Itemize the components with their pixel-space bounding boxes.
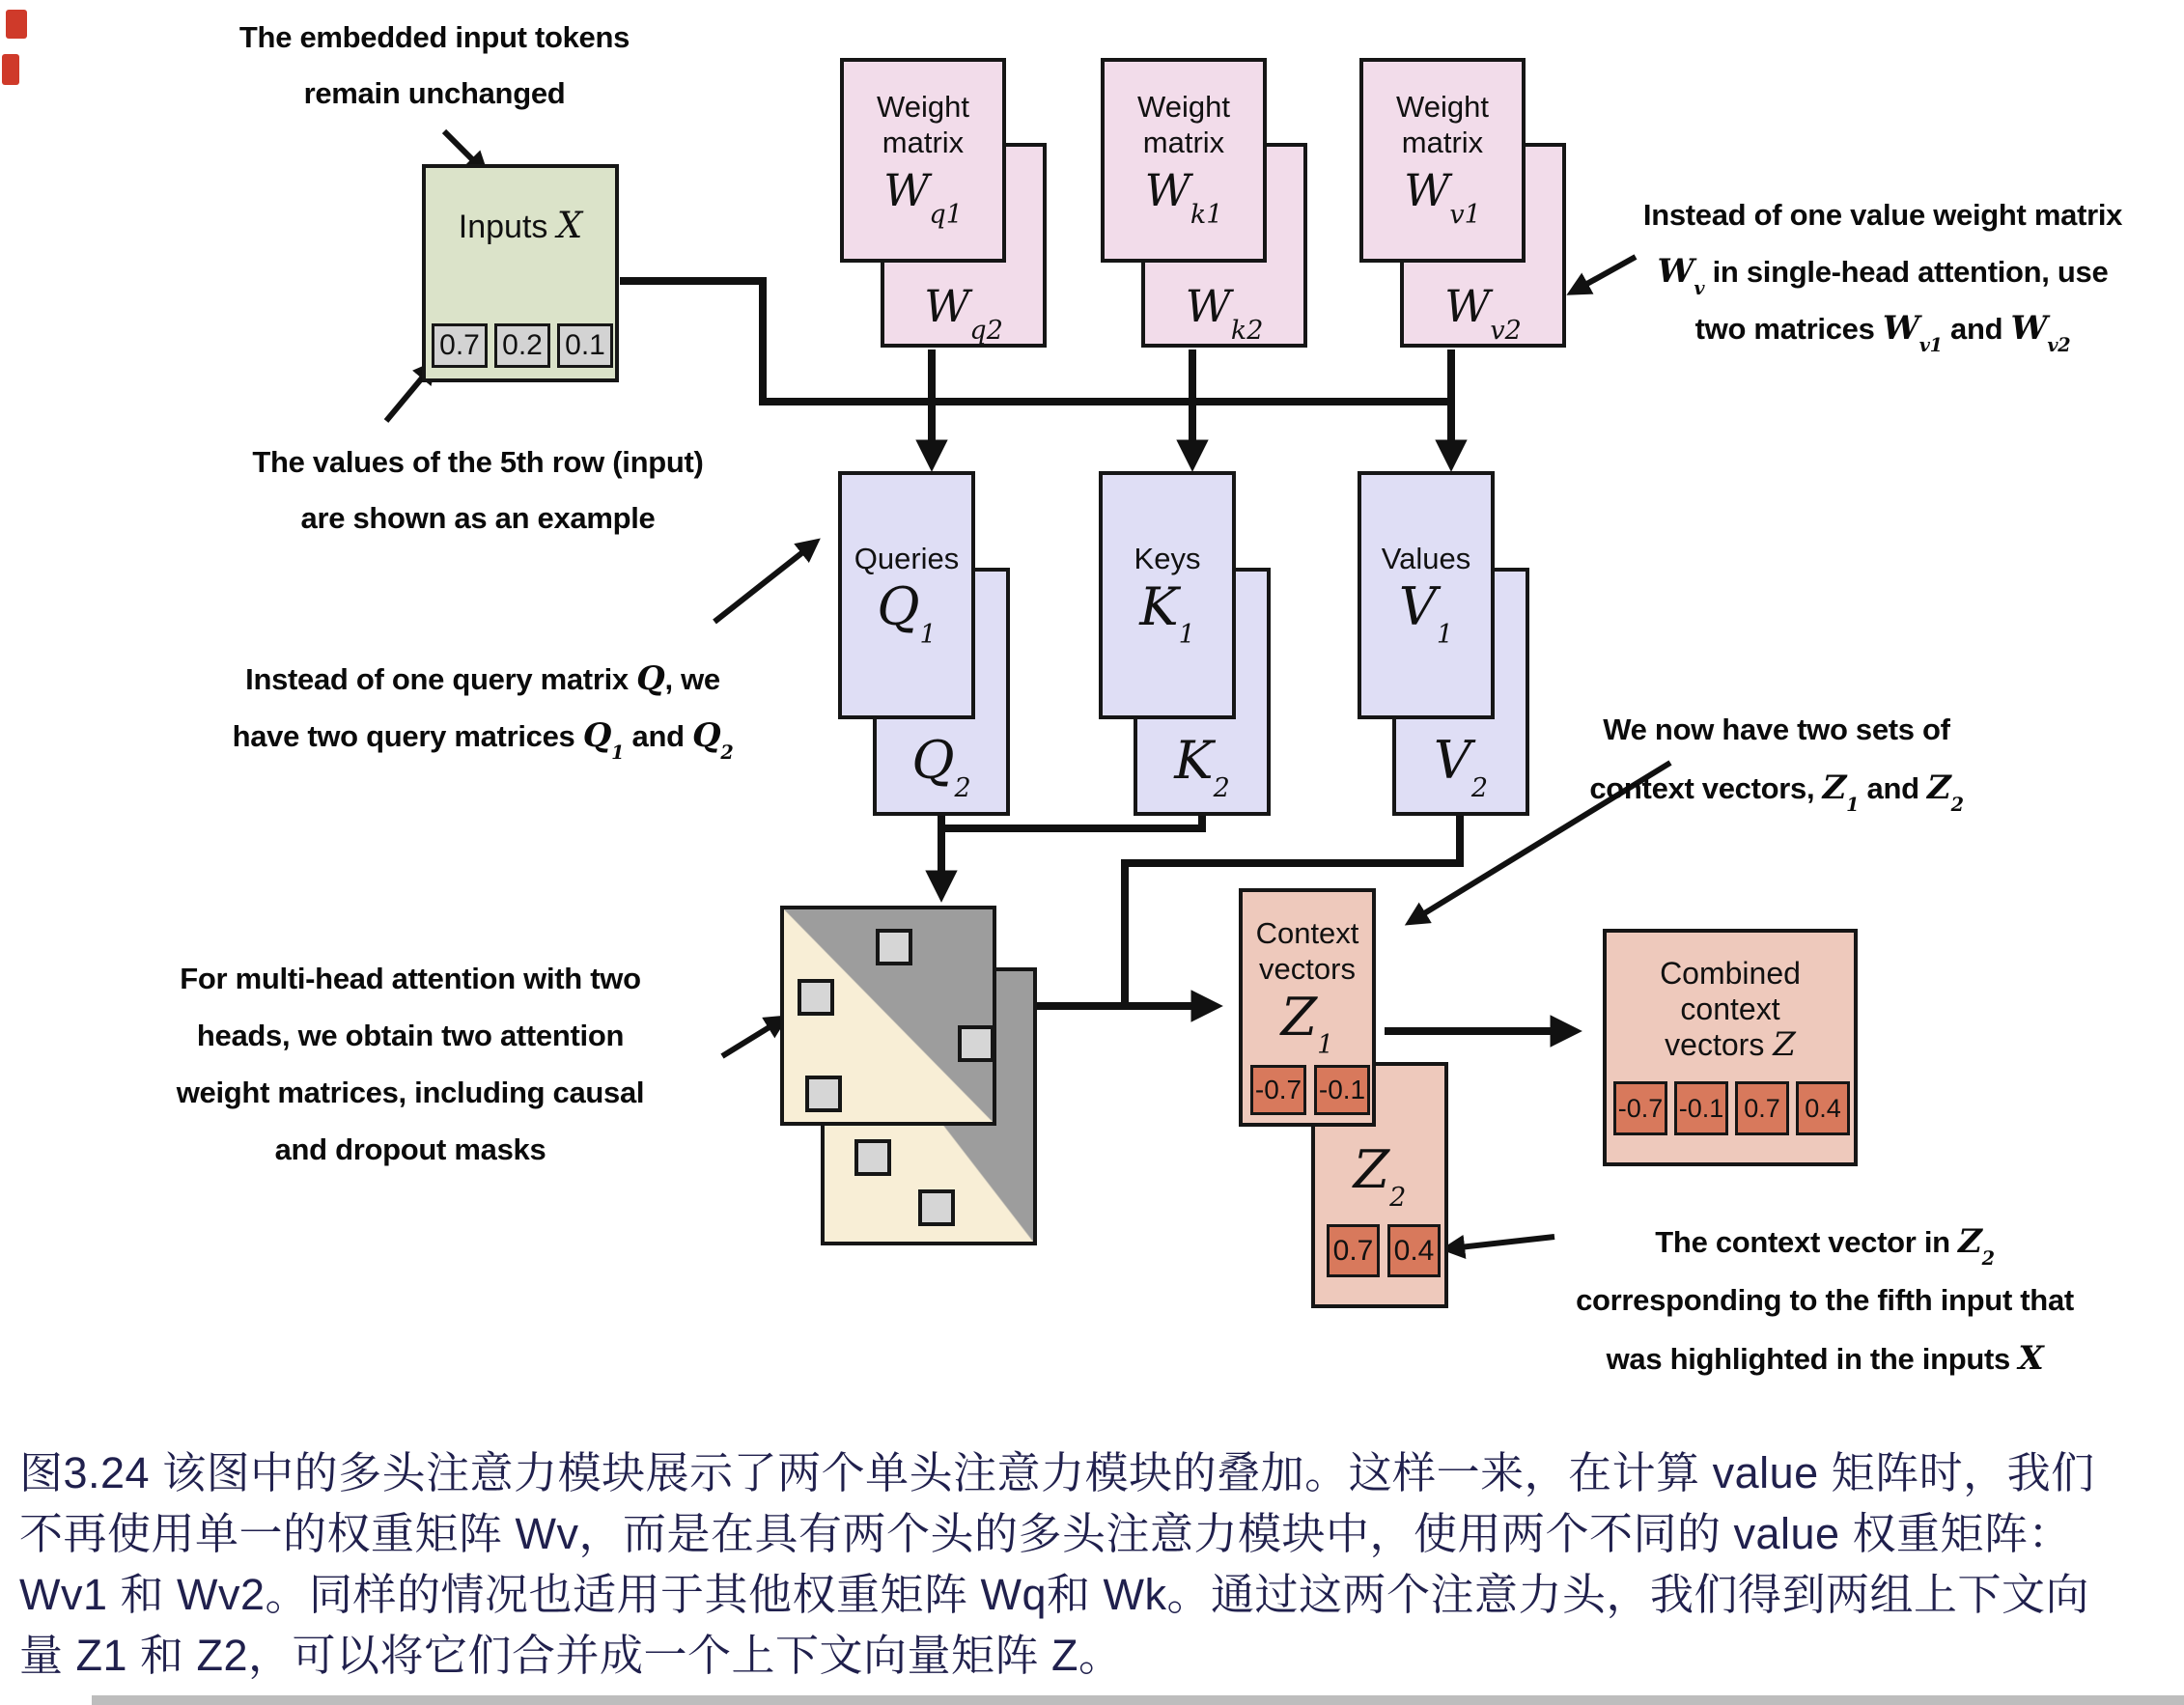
math-subscript: 2 bbox=[1389, 1183, 1407, 1214]
annotation-text: , we bbox=[664, 662, 720, 696]
math-symbol: W bbox=[1444, 280, 1491, 332]
z1-value-cell: -0.7 bbox=[1250, 1065, 1306, 1115]
caption-line: 不再使用单一的权重矩阵 Wv，而是在具有两个头的多头注意力模块中，使用两个不同的 value 权重矩阵： bbox=[19, 1509, 2073, 1558]
math-symbol: X bbox=[556, 205, 583, 246]
math-symbol: Z bbox=[1822, 769, 1847, 807]
annotation-text: The context vector in bbox=[1655, 1225, 1959, 1259]
math-subscript: v2 bbox=[2047, 333, 2071, 356]
dropout-cell bbox=[798, 979, 834, 1016]
annotation-embedded-tokens bbox=[164, 10, 705, 122]
annotation-text: Instead of one query matrix bbox=[245, 662, 637, 696]
annotation-line: heads, we obtain two attention bbox=[196, 1019, 625, 1052]
annotation-line: are shown as an example bbox=[300, 501, 656, 535]
dropout-cell bbox=[854, 1139, 891, 1176]
z2-value-cell: 0.7 bbox=[1327, 1224, 1380, 1277]
math-symbol: W bbox=[1657, 252, 1694, 291]
math-symbol: Q bbox=[582, 716, 612, 755]
math-symbol: Q bbox=[636, 659, 665, 698]
math-symbol: Z bbox=[1773, 1025, 1796, 1064]
annotation-line: The values of the 5th row (input) bbox=[252, 445, 704, 479]
math-subscript: 2 bbox=[1950, 793, 1964, 816]
math-subscript: v1 bbox=[1918, 333, 1943, 356]
input-value-cell: 0.1 bbox=[557, 323, 613, 368]
annotation-line bbox=[1492, 1329, 2158, 1388]
annotation-query-matrices bbox=[145, 651, 821, 765]
annotation-line: remain unchanged bbox=[303, 76, 566, 110]
annotation-text: was highlighted in the inputs bbox=[1606, 1342, 2019, 1376]
math-symbol: Q bbox=[692, 716, 721, 755]
math-symbol: Q bbox=[911, 730, 955, 791]
annotation-two-sets bbox=[1506, 701, 2047, 818]
math-symbol: W bbox=[1404, 164, 1450, 216]
math-subscript: 1 bbox=[1846, 793, 1860, 816]
annotation-line: Instead of one value weight matrix bbox=[1642, 198, 2123, 232]
math-symbol: W bbox=[924, 280, 970, 332]
figure-caption bbox=[19, 1442, 2176, 1686]
annotation-line: We now have two sets of bbox=[1603, 713, 1950, 746]
math-subscript: 2 bbox=[1981, 1246, 1995, 1270]
math-subscript: v2 bbox=[1490, 315, 1522, 346]
annotation-line: For multi-head attention with two bbox=[180, 962, 641, 995]
inputs-value-row bbox=[432, 323, 613, 368]
z2-value-row bbox=[1327, 1224, 1441, 1277]
annotation-line bbox=[1583, 243, 2182, 300]
math-subscript: v bbox=[1694, 276, 1705, 299]
red-edge-mark-2 bbox=[2, 54, 19, 85]
math-symbol: W bbox=[883, 164, 930, 216]
z1-value-row bbox=[1250, 1065, 1370, 1115]
bottom-scrollbar-strip bbox=[92, 1695, 2184, 1705]
weight-matrix-wq1-box bbox=[840, 58, 1006, 263]
red-edge-mark-1 bbox=[6, 10, 27, 39]
annotation-text: and bbox=[1859, 771, 1928, 805]
math-subscript: k1 bbox=[1190, 199, 1223, 230]
math-subscript: 1 bbox=[1317, 1030, 1334, 1061]
arrow-multihead-note bbox=[722, 1025, 772, 1056]
caption-line: Wv1 和 Wv2。同样的情况也适用于其他权重矩阵 Wq和 Wk。通过这两个注意力头，我们得到两组上下文向 bbox=[19, 1570, 2089, 1619]
weight-matrix-title: Weight bbox=[877, 90, 969, 124]
input-value-cell: 0.7 bbox=[432, 323, 488, 368]
combined-value-cell: -0.1 bbox=[1674, 1081, 1728, 1135]
combined-title: Combined bbox=[1660, 956, 1801, 991]
wk2-label bbox=[1145, 280, 1303, 346]
math-symbol: K bbox=[1174, 730, 1214, 791]
annotation-line: The embedded input tokens bbox=[238, 20, 630, 54]
wq2-label bbox=[884, 280, 1043, 346]
k2-label bbox=[1137, 730, 1267, 804]
combined-context-box bbox=[1603, 929, 1858, 1166]
v2-label bbox=[1396, 730, 1526, 804]
math-symbol: Z bbox=[1280, 987, 1318, 1048]
annotation-z2-vector bbox=[1492, 1213, 2158, 1388]
math-symbol: W bbox=[1185, 280, 1231, 332]
context-title: vectors bbox=[1259, 952, 1356, 986]
math-subscript: 2 bbox=[1213, 773, 1230, 804]
line-keys-join-queries bbox=[941, 816, 1202, 828]
keys-k1-box bbox=[1099, 471, 1236, 719]
dropout-cell bbox=[958, 1025, 994, 1062]
annotation-line: and dropout masks bbox=[274, 1132, 546, 1166]
math-subscript: 1 bbox=[1178, 620, 1195, 651]
annotation-text: and bbox=[1942, 312, 2011, 346]
queries-title: Queries bbox=[854, 542, 960, 575]
annotation-line: weight matrices, including causal bbox=[176, 1076, 645, 1109]
math-symbol: X bbox=[2018, 1339, 2044, 1378]
annotation-line bbox=[145, 651, 821, 708]
z1-value-cell: -0.1 bbox=[1314, 1065, 1370, 1115]
combined-title-text: vectors bbox=[1665, 1027, 1774, 1062]
math-symbol: K bbox=[1139, 576, 1179, 637]
annotation-text: and bbox=[624, 719, 693, 753]
combined-title: context bbox=[1680, 992, 1780, 1026]
z1-label bbox=[1243, 987, 1372, 1061]
math-symbol: W bbox=[1144, 164, 1190, 216]
math-symbol: Q bbox=[877, 576, 920, 637]
annotation-multihead bbox=[97, 950, 724, 1178]
math-symbol: V bbox=[1398, 576, 1437, 637]
math-subscript: 1 bbox=[611, 741, 625, 764]
annotation-line bbox=[1506, 759, 2047, 818]
combined-value-cell: 0.7 bbox=[1735, 1081, 1789, 1135]
input-value-cell: 0.2 bbox=[494, 323, 550, 368]
attention-mask-front bbox=[780, 906, 996, 1126]
annotation-line bbox=[145, 708, 821, 765]
math-subscript: 2 bbox=[1470, 773, 1489, 804]
annotation-value-weight bbox=[1583, 187, 2182, 357]
math-symbol: W bbox=[2010, 309, 2048, 348]
annotation-line: corresponding to the fifth input that bbox=[1576, 1283, 2074, 1317]
math-subscript: q2 bbox=[969, 315, 1003, 346]
values-title: Values bbox=[1381, 542, 1471, 575]
q2-label bbox=[877, 730, 1006, 804]
combined-title bbox=[1607, 1027, 1854, 1063]
math-symbol: Z bbox=[1353, 1139, 1390, 1200]
weight-matrix-title: Weight bbox=[1396, 90, 1489, 124]
math-subscript: 2 bbox=[954, 773, 971, 804]
combined-value-cell: -0.7 bbox=[1613, 1081, 1667, 1135]
math-subscript: q1 bbox=[929, 199, 963, 230]
arrow-embedded-note bbox=[444, 131, 475, 162]
math-symbol: Z bbox=[1958, 1222, 1982, 1261]
caption-line: 图3.24 该图中的多头注意力模块展示了两个单头注意力模块的叠加。这样一来，在计算 value 矩阵时，我们 bbox=[19, 1448, 2095, 1497]
combined-value-cell: 0.4 bbox=[1796, 1081, 1850, 1135]
context-z1-box bbox=[1239, 888, 1376, 1127]
q1-label bbox=[842, 576, 971, 651]
z2-label bbox=[1315, 1139, 1444, 1214]
annotation-text: two matrices bbox=[1694, 312, 1883, 346]
dropout-cell bbox=[876, 929, 912, 965]
math-subscript: v1 bbox=[1449, 199, 1481, 230]
wq1-label bbox=[844, 164, 1002, 230]
queries-q1-box bbox=[838, 471, 975, 719]
weight-matrix-title: matrix bbox=[1142, 126, 1225, 159]
math-symbol: V bbox=[1433, 730, 1471, 791]
dropout-cell bbox=[805, 1076, 842, 1112]
dropout-cell bbox=[918, 1189, 955, 1226]
context-title: Context bbox=[1255, 916, 1359, 950]
math-subscript: 1 bbox=[1436, 620, 1454, 651]
wv2-label bbox=[1404, 280, 1562, 346]
caption-line: 量 Z1 和 Z2，可以将它们合并成一个上下文向量矩阵 Z。 bbox=[19, 1631, 1123, 1680]
values-v1-box bbox=[1358, 471, 1495, 719]
weight-matrix-title: matrix bbox=[1401, 126, 1484, 159]
weight-matrix-title: Weight bbox=[1137, 90, 1230, 124]
wk1-label bbox=[1105, 164, 1263, 230]
math-symbol: Z bbox=[1927, 769, 1951, 807]
arrow-fifth-row-note bbox=[386, 375, 425, 421]
annotation-text: have two query matrices bbox=[232, 719, 583, 753]
annotation-fifth-row bbox=[164, 434, 792, 546]
math-symbol: W bbox=[1882, 309, 1919, 348]
math-subscript: 2 bbox=[720, 741, 734, 764]
weight-matrix-wk1-box bbox=[1101, 58, 1267, 263]
weight-matrix-title: matrix bbox=[882, 126, 965, 159]
annotation-text: context vectors, bbox=[1589, 771, 1823, 805]
wv1-label bbox=[1363, 164, 1522, 230]
z2-value-cell: 0.4 bbox=[1387, 1224, 1441, 1277]
keys-title: Keys bbox=[1134, 542, 1201, 575]
inputs-x-label bbox=[426, 205, 615, 246]
inputs-label-text: Inputs bbox=[458, 209, 557, 245]
weight-matrix-wv1-box bbox=[1359, 58, 1526, 263]
math-subscript: 1 bbox=[919, 620, 937, 651]
annotation-text: in single-head attention, use bbox=[1704, 255, 2109, 289]
math-subscript: k2 bbox=[1230, 315, 1264, 346]
annotation-line bbox=[1492, 1213, 2158, 1272]
k1-label bbox=[1103, 576, 1232, 651]
arrow-query-note bbox=[714, 550, 805, 622]
inputs-x-box bbox=[422, 164, 619, 382]
v1-label bbox=[1361, 576, 1491, 651]
annotation-line bbox=[1583, 300, 2182, 357]
combined-value-row bbox=[1613, 1081, 1850, 1135]
